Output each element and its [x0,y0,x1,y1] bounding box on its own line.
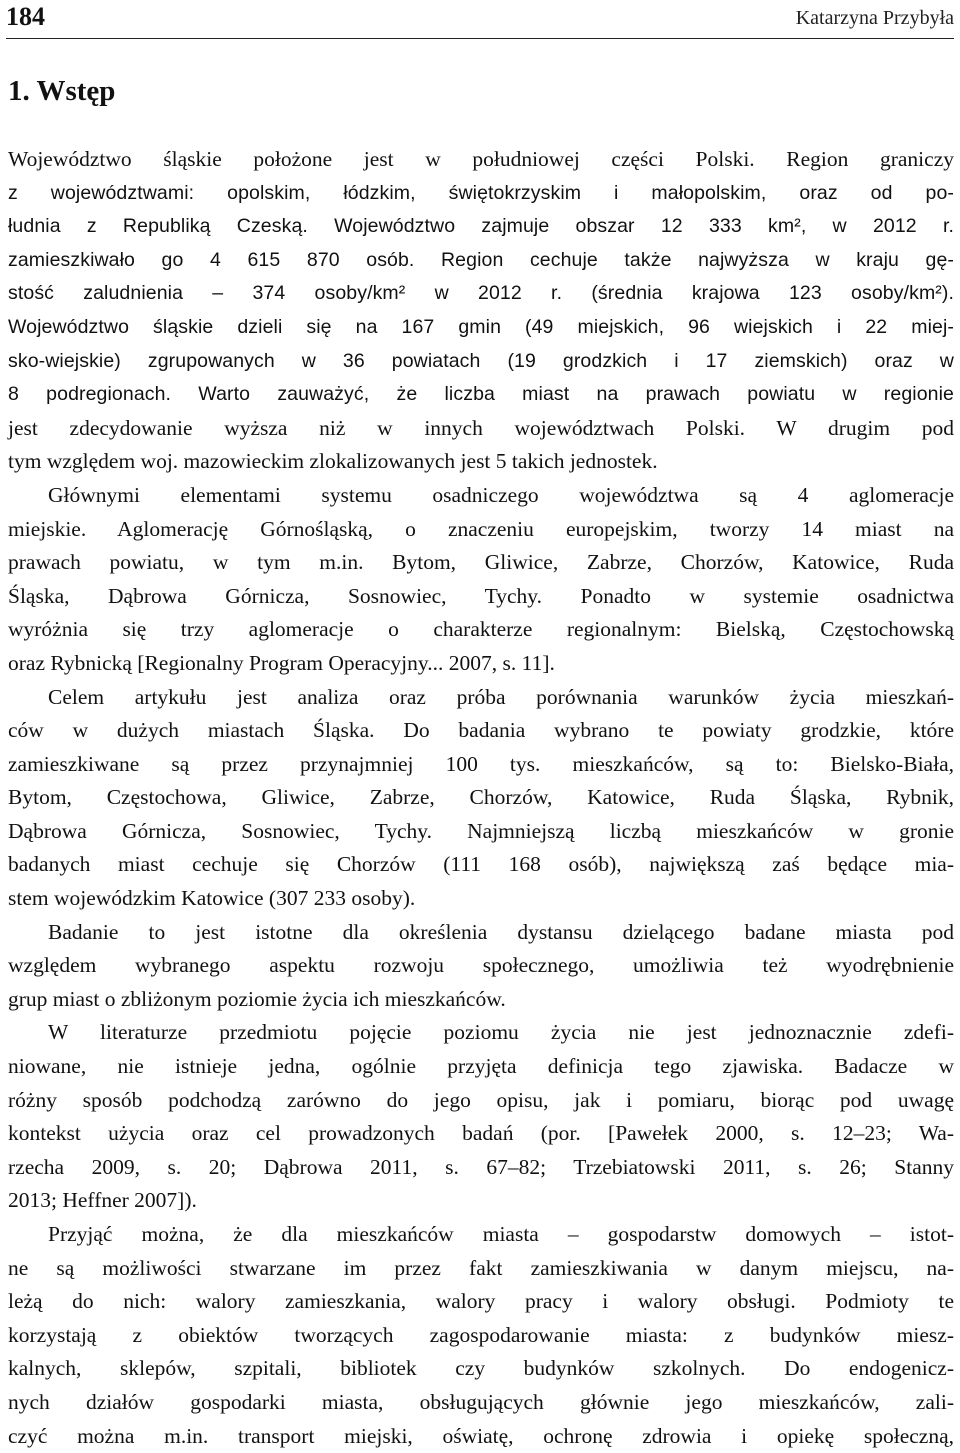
text-line: Śląska, Dąbrowa Górnicza, Sosnowiec, Tychy. Ponadto w systemie osadnictwa [8,583,954,608]
text-line: zamieszkiwane są przez przynajmniej 100 tys. mieszkańców, są to: Bielsko-Biała, [8,751,954,776]
text-line: wyróżnia się trzy aglomeracje o charakterze regionalnym: Bielską, Częstochowską [8,617,954,642]
paragraph [8,1016,954,1218]
text-line: kontekst użycia oraz cel prowadzonych badań (por. [Pawełek 2000, s. 12–23; Wa- [8,1121,954,1146]
page-number: 184 [6,2,45,31]
text-line: stem wojewódzkim Katowice (307 233 osoby). [8,886,416,911]
text-line: leżą do nich: walory zamieszkania, walory pracy i walory obsługi. Podmioty te [8,1289,954,1314]
text-line: badanych miast cechuje się Chorzów (111 168 osób), największą zaś będące mia- [8,852,954,877]
text-line: 8 podregionach. Warto zauważyć, że liczba miast na prawach powiatu w regionie [8,383,954,406]
text-line: oraz Rybnicką [Regionalny Program Operacyjny... 2007, s. 11]. [8,650,555,675]
text-line: 2013; Heffner 2007]). [8,1188,197,1213]
paragraph [8,916,954,1017]
text-line: korzystają z obiektów tworzących zagospodarowanie miasta: z budynków miesz- [8,1322,954,1347]
text-line: różny sposób podchodzą zarówno do jego opisu, jak i pomiaru, biorąc pod uwagę [8,1087,954,1112]
text-line: z województwami: opolskim, łódzkim, świętokrzyskim i małopolskim, oraz od po- [8,181,954,204]
text-line: kalnych, sklepów, szpitali, bibliotek czy budynków szkolnych. Do endogenicz- [8,1356,954,1381]
text-line: Badanie to jest istotne dla określenia dystansu dzielącego badane miasta pod [48,919,954,944]
text-line: tym względem woj. mazowieckim zlokalizowanych jest 5 takich jednostek. [8,449,658,474]
text-line: rzecha 2009, s. 20; Dąbrowa 2011, s. 67–82; Trzebiatowski 2011, s. 26; Stanny [8,1154,954,1179]
page-header [6,0,954,39]
text-line: stość zaludnienia – 374 osoby/km² w 2012 r. (średnia krajowa 123 osoby/km²). [8,282,954,305]
text-line: Województwo śląskie dzieli się na 167 gmin (49 miejskich, 96 wiejskich i 22 miej- [8,315,954,338]
text-line: Województwo śląskie położone jest w południowej części Polski. Region graniczy [8,147,954,171]
text-line: ne są możliwości stwarzane im przez fakt zamieszkiwania w danym miejscu, na- [8,1255,954,1280]
text-line: jest zdecydowanie wyższa niż w innych województwach Polski. W drugim pod [8,415,954,440]
text-line: grup miast o zbliżonym poziomie życia ich mieszkańców. [8,986,506,1011]
paragraph [8,681,954,916]
text-line: W literaturze przedmiotu pojęcie poziomu życia nie jest jednoznacznie zdefi- [48,1020,954,1045]
text-line: ców w dużych miastach Śląska. Do badania wybrano te powiaty grodzkie, które [8,718,954,743]
text-line: sko-wiejskie) zgrupowanych w 36 powiatach (19 grodzkich i 17 ziemskich) oraz w [8,349,954,372]
text-line: nych działów gospodarki miasta, obsługujących głównie jego mieszkańców, zali- [8,1389,954,1414]
text-line: zamieszkiwało go 4 615 870 osób. Region cechuje także najwyższa w kraju gę- [8,248,954,271]
text-line: względem wybranego aspektu rozwoju społecznego, umożliwia też wyodrębnienie [8,953,954,978]
text-line: Dąbrowa Górnicza, Sosnowiec, Tychy. Najmniejszą liczbą mieszkańców w gronie [8,818,954,843]
paragraph [8,479,954,681]
text-line: Głównymi elementami systemu osadniczego województwa są 4 aglomeracje [48,482,954,507]
paragraph [8,1218,954,1453]
body-text [8,143,954,1453]
text-line: czyć można m.in. transport miejski, oświatę, ochronę zdrowia i opiekę społeczną, [8,1423,954,1448]
text-line: prawach powiatu, w tym m.in. Bytom, Gliwice, Zabrze, Chorzów, Katowice, Ruda [8,550,954,575]
running-head-author: Katarzyna Przybyła [795,7,954,29]
paragraph [8,143,954,479]
section-title: 1. Wstęp [8,75,116,107]
text-line: Przyjąć można, że dla mieszkańców miasta – gospodarstw domowych – istot- [48,1222,954,1246]
text-line: Celem artykułu jest analiza oraz próba porównania warunków życia mieszkań- [48,684,954,709]
text-line: łudnia z Republiką Czeską. Województwo zajmuje obszar 12 333 km², w 2012 r. [8,215,954,238]
text-line: Bytom, Częstochowa, Gliwice, Zabrze, Chorzów, Katowice, Ruda Śląska, Rybnik, [8,785,954,810]
text-line: niowane, nie istnieje jedna, ogólnie przyjęta definicja tego zjawiska. Badacze w [8,1054,954,1079]
text-line: miejskie. Aglomerację Górnośląską, o znaczeniu europejskim, tworzy 14 miast na [8,516,954,541]
